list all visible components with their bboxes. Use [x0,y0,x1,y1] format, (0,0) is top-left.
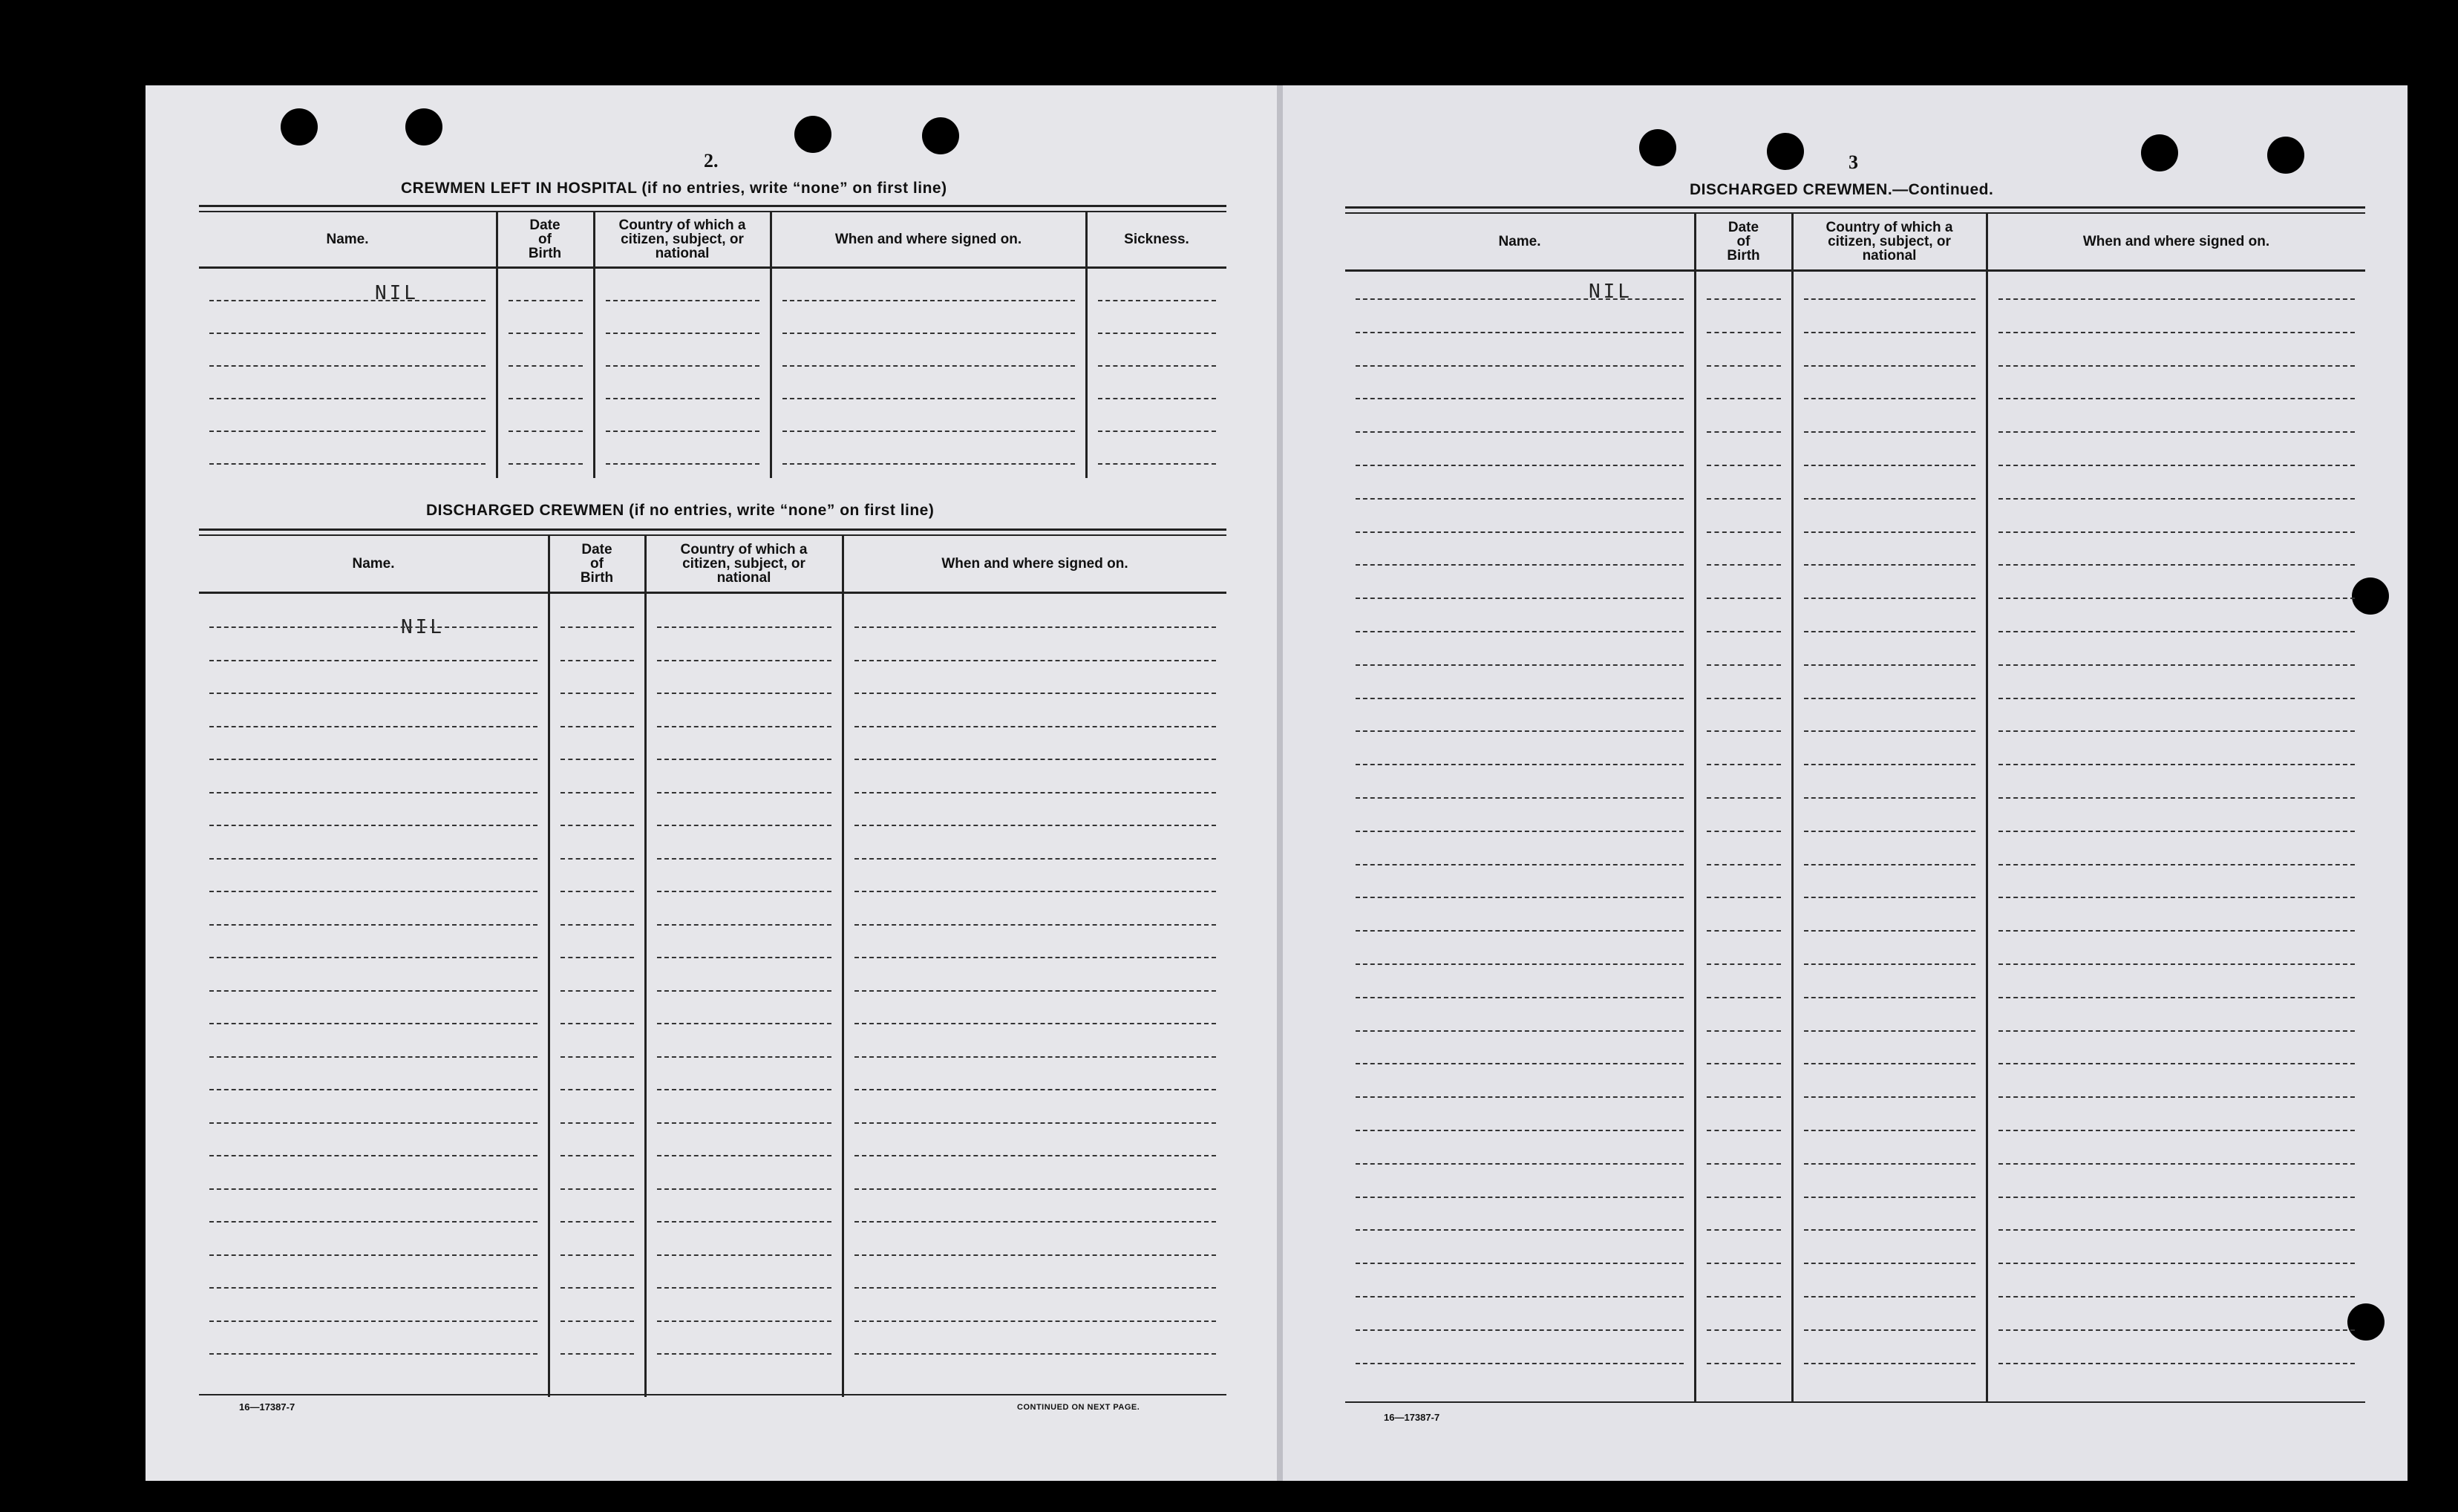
entry-line [1804,1096,1975,1098]
entry-line [854,1353,1216,1355]
entry-line [1356,1263,1684,1264]
entry-line [509,333,583,334]
entry-line [1998,365,2355,367]
entry-line [560,1254,634,1256]
entry-line [1707,498,1781,500]
entry-line [1707,631,1781,632]
entry-line [1804,1296,1975,1297]
entry-line [606,463,759,465]
entry-line [1998,498,2355,500]
discharged-table [199,528,1226,1397]
entry-line [1998,398,2355,399]
entry-line [1998,564,2355,566]
entry-line [606,398,759,399]
entry-line [657,1320,831,1322]
entry-line [606,365,759,367]
entry-line [1356,1130,1684,1131]
entry-line [1804,963,1975,965]
entry-line [1707,963,1781,965]
entry-line [560,924,634,926]
entry-line [1998,1163,2355,1165]
entry-line [1804,698,1975,699]
entry-line [854,924,1216,926]
entry-line [1998,465,2355,466]
entry-line [560,726,634,727]
entry-line [1998,1329,2355,1331]
entry-line [1356,864,1684,865]
entry-line [1998,1030,2355,1032]
entry-line [1356,631,1684,632]
entry-line [1804,465,1975,466]
entry-line [209,660,537,661]
entry-line [1707,730,1781,732]
entry-line [1098,463,1216,465]
entry-line [1804,332,1975,333]
entry-line [1804,930,1975,932]
entry-line [560,1287,634,1289]
form-number: 16—17387-7 [239,1401,295,1413]
hospital-table [199,205,1226,478]
entry-line [509,463,583,465]
entry-line [657,759,831,760]
entry-line [1356,797,1684,799]
column-header-country: Country of which a citizen, subject, or national [618,217,746,261]
entry-line [1804,897,1975,898]
entry-line [1356,564,1684,566]
entry-line [1998,1296,2355,1297]
entry-line [1998,1197,2355,1198]
entry-line [854,726,1216,727]
entry-line [209,1353,537,1355]
entry-line [209,693,537,694]
entry-line [657,660,831,661]
entry-line [560,1188,634,1190]
entry-line [560,693,634,694]
entry-line [1356,764,1684,765]
entry-line [1356,365,1684,367]
entry-line [1707,1030,1781,1032]
entry-line [1356,930,1684,932]
entry-line [1998,332,2355,333]
entry-line [1356,598,1684,599]
entry-line [1804,531,1975,533]
entry-line [782,333,1075,334]
entry-line [657,1122,831,1124]
entry-line [209,891,537,892]
entry-line [209,333,486,334]
entry-line [560,759,634,760]
entry-line [1998,764,2355,765]
entry-line [1804,664,1975,666]
entry-line [209,1023,537,1024]
entry-line [560,792,634,793]
entry-line [1356,398,1684,399]
entry-line [1804,398,1975,399]
entry-line [1356,1197,1684,1198]
entry-line [854,759,1216,760]
entry-line [1804,730,1975,732]
entry-line [209,398,486,399]
entry-line [1998,1363,2355,1364]
entry-line [560,660,634,661]
punch-hole [405,108,442,145]
entry-line [1707,1329,1781,1331]
entry-line [1707,1063,1781,1064]
entry-line [1356,332,1684,333]
entry-line [1804,797,1975,799]
entry-line [1804,1030,1975,1032]
entry-line [657,1089,831,1090]
entry-line [560,957,634,958]
entry-line [1998,1130,2355,1131]
entry-line [657,858,831,860]
entry-line [1998,1263,2355,1264]
entry-line [209,924,537,926]
column-header-when-where-signed: When and where signed on. [941,555,1128,572]
entry-line [854,1287,1216,1289]
column-header-sickness: Sickness. [1124,231,1189,247]
entry-line [1998,631,2355,632]
entry-line [657,1254,831,1256]
entry-line [1707,1163,1781,1165]
punch-hole [794,116,831,153]
entry-line [854,660,1216,661]
entry-line [1707,1363,1781,1364]
entry-line [1804,631,1975,632]
entry-line [606,333,759,334]
entry-line [657,726,831,727]
punch-hole [2141,134,2178,171]
entry-line [606,300,759,301]
entry-line [1804,764,1975,765]
entry-line [560,1155,634,1156]
entry-line [1356,498,1684,500]
entry-line [209,1122,537,1124]
entry-line [854,1221,1216,1223]
entry-line [1707,797,1781,799]
entry-line [854,1155,1216,1156]
entry-line [1804,564,1975,566]
entry-line [1998,897,2355,898]
entry-line [1998,698,2355,699]
entry-line [509,365,583,367]
entry-line [782,300,1075,301]
discharged-continued-table [1345,206,2365,1406]
entry-line [1804,298,1975,300]
entry-line [1707,764,1781,765]
entry-line [1707,1229,1781,1231]
entry-line [560,891,634,892]
entry-line [1356,831,1684,832]
entry-line [1804,1063,1975,1064]
entry-line [209,759,537,760]
entry-line [1804,598,1975,599]
entry-line [1998,831,2355,832]
continued-note: CONTINUED ON NEXT PAGE. [1017,1403,1140,1412]
entry-line [209,1056,537,1058]
entry-line [1098,333,1216,334]
entry-line [1998,997,2355,998]
entry-line [209,792,537,793]
entry-line [1804,1363,1975,1364]
entry-line [1098,300,1216,301]
entry-line [657,626,831,628]
column-header-date-of-birth: Date of Birth [580,541,614,586]
entry-line [1998,1063,2355,1064]
handwritten-entry: NIL [401,616,445,638]
entry-line [1356,1030,1684,1032]
entry-line [560,1353,634,1355]
entry-line [854,858,1216,860]
column-header-when-where-signed: When and where signed on. [834,231,1022,247]
entry-line [1998,1096,2355,1098]
entry-line [209,1221,537,1223]
entry-line [1707,298,1781,300]
entry-line [1707,930,1781,932]
entry-line [1356,730,1684,732]
entry-line [657,1221,831,1223]
entry-line [1356,664,1684,666]
entry-line [1998,930,2355,932]
handwritten-entry: NIL [375,282,419,304]
entry-line [509,431,583,432]
column-header-country: Country of which a citizen, subject, or national [680,541,808,586]
entry-line [1998,730,2355,732]
entry-line [560,990,634,992]
entry-line [782,463,1075,465]
entry-line [1998,864,2355,865]
entry-line [657,1023,831,1024]
entry-line [1098,398,1216,399]
entry-line [1707,465,1781,466]
column-header-country: Country of which a citizen, subject, or national [1825,219,1953,264]
entry-line [1998,298,2355,300]
entry-line [560,1089,634,1090]
entry-line [1707,1130,1781,1131]
entry-line [782,431,1075,432]
entry-line [560,1023,634,1024]
entry-line [509,398,583,399]
entry-line [1356,1063,1684,1064]
entry-line [854,990,1216,992]
entry-line [1707,831,1781,832]
entry-line [209,1287,537,1289]
entry-line [1356,1363,1684,1364]
entry-line [1998,664,2355,666]
entry-line [854,626,1216,628]
entry-line [1707,598,1781,599]
entry-line [209,858,537,860]
entry-line [209,957,537,958]
entry-line [782,365,1075,367]
entry-line [209,626,537,628]
column-header-name: Name. [326,231,369,247]
entry-line [854,825,1216,826]
entry-line [509,300,583,301]
entry-line [854,1188,1216,1190]
entry-line [1356,1096,1684,1098]
entry-line [560,626,634,628]
entry-line [854,1320,1216,1322]
column-header-name: Name. [1498,233,1541,249]
entry-line [657,1056,831,1058]
entry-line [1098,365,1216,367]
entry-line [1804,1263,1975,1264]
entry-line [1707,1296,1781,1297]
punch-hole [922,117,959,154]
entry-line [209,1254,537,1256]
entry-line [209,1089,537,1090]
entry-line [1707,564,1781,566]
entry-line [209,463,486,465]
entry-line [657,1188,831,1190]
entry-line [1707,332,1781,333]
entry-line [209,726,537,727]
entry-line [1356,1163,1684,1165]
punch-hole [1767,133,1804,170]
entry-line [1998,531,2355,533]
entry-line [606,431,759,432]
entry-line [560,1122,634,1124]
entry-line [1804,431,1975,433]
entry-line [209,990,537,992]
handwritten-entry: NIL [1589,281,1632,303]
entry-line [1804,864,1975,865]
entry-line [1804,1329,1975,1331]
entry-line [209,1320,537,1322]
entry-line [1356,431,1684,433]
entry-line [1804,1197,1975,1198]
entry-line [1356,997,1684,998]
entry-line [209,365,486,367]
entry-line [1356,1296,1684,1297]
entry-line [1707,398,1781,399]
entry-line [1804,831,1975,832]
entry-line [782,398,1075,399]
entry-line [1707,997,1781,998]
entry-line [854,792,1216,793]
entry-line [1098,431,1216,432]
entry-line [854,1056,1216,1058]
entry-line [209,1188,537,1190]
entry-line [1804,365,1975,367]
punch-hole [1639,129,1676,166]
discharged-section-title: DISCHARGED CREWMEN (if no entries, write “none” on first line) [426,502,935,519]
entry-line [1804,997,1975,998]
entry-line [1356,897,1684,898]
entry-line [1707,664,1781,666]
form-number: 16—17387-7 [1384,1412,1440,1423]
entry-line [1707,431,1781,433]
entry-line [1804,1163,1975,1165]
hospital-section-title: CREWMEN LEFT IN HOSPITAL (if no entries, write “none” on first line) [401,180,947,197]
entry-line [1356,963,1684,965]
entry-line [657,1155,831,1156]
entry-line [1998,431,2355,433]
entry-line [854,1122,1216,1124]
entry-line [1707,864,1781,865]
entry-line [1707,531,1781,533]
discharged-continued-title: DISCHARGED CREWMEN.—Continued. [1690,181,1994,198]
entry-line [1804,1130,1975,1131]
entry-line [854,891,1216,892]
entry-line [1998,963,2355,965]
entry-line [657,825,831,826]
entry-line [1998,1229,2355,1231]
entry-line [1356,698,1684,699]
entry-line [657,957,831,958]
page-fold [1277,85,1283,1481]
entry-line [1356,1329,1684,1331]
page-number: 2. [704,150,719,171]
punch-hole [281,108,318,145]
entry-line [1356,1229,1684,1231]
entry-line [657,693,831,694]
entry-line [657,1353,831,1355]
entry-line [657,924,831,926]
entry-line [1998,598,2355,599]
entry-line [560,1221,634,1223]
entry-line [1707,1263,1781,1264]
column-header-when-where-signed: When and where signed on. [2082,233,2270,249]
entry-line [209,1155,537,1156]
column-header-name: Name. [352,555,395,572]
entry-line [1356,531,1684,533]
entry-line [1356,465,1684,466]
entry-line [209,300,486,301]
entry-line [560,858,634,860]
entry-line [560,1056,634,1058]
entry-line [1707,1197,1781,1198]
page-number: 3 [1849,151,1858,173]
entry-line [209,431,486,432]
entry-line [1804,1229,1975,1231]
entry-line [854,1089,1216,1090]
entry-line [209,825,537,826]
entry-line [560,825,634,826]
entry-line [560,1320,634,1322]
entry-line [657,891,831,892]
entry-line [854,1254,1216,1256]
entry-line [1707,365,1781,367]
entry-line [1356,298,1684,300]
entry-line [1804,498,1975,500]
entry-line [1707,897,1781,898]
entry-line [1998,797,2355,799]
entry-line [1707,1096,1781,1098]
punch-hole [2267,137,2304,174]
entry-line [854,957,1216,958]
entry-line [1707,698,1781,699]
column-header-date-of-birth: Date of Birth [1727,219,1760,264]
entry-line [854,693,1216,694]
entry-line [854,1023,1216,1024]
entry-line [657,1287,831,1289]
column-header-date-of-birth: Date of Birth [528,217,562,261]
entry-line [657,792,831,793]
entry-line [657,990,831,992]
